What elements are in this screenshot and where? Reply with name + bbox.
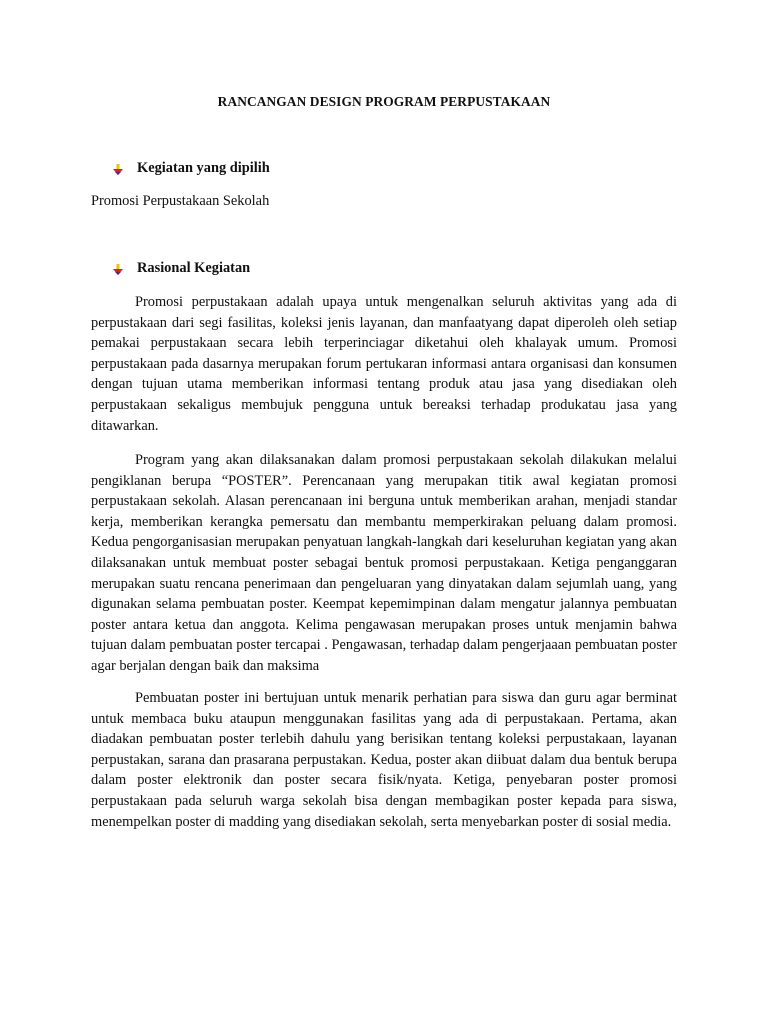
- section-text-kegiatan: Promosi Perpustakaan Sekolah: [91, 193, 270, 209]
- section-heading-label: Rasional Kegiatan: [137, 260, 251, 276]
- document-title: RANCANGAN DESIGN PROGRAM PERPUSTAKAAN: [217, 94, 551, 109]
- arrow-bullet-icon: [112, 164, 124, 176]
- arrow-bullet-icon: [112, 264, 124, 276]
- section-heading-kegiatan: [112, 160, 270, 177]
- body-paragraph: Promosi perpustakaan adalah upaya untuk mengenalkan seluruh aktivitas yang ada di perpustakaan dari segi fasilitas, koleksi jenis layanan, dan manfaatyang dapat diperoleh oleh setiap pemakai perpustakaan secara lebih terperinciagar diketahui oleh khalayak umum. Promosi perpustakaan pada dasarnya merupakan forum pertukaran informasi antara organisasi dan konsumen dengan tujuan utama memberikan informasi tentang produk atau jasa yang disediakan oleh perpustakaan sekaligus membujuk pengguna untuk bereaksi terhadap produkatau jasa yang ditawarkan.: [91, 294, 677, 434]
- body-paragraph: Pembuatan poster ini bertujuan untuk menarik perhatian para siswa dan guru agar berminat untuk membaca buku ataupun menggunakan fasilitas yang ada di perpustakaan. Pertama, akan diadakan pembuatan poster terlebih dahulu yang berisikan tentang koleksi perpustakaan, layanan perpustakan, sarana dan prasarana perpustakan. Kedua, poster akan diibuat dalam dua bentuk berupa dalam poster elektronik dan poster secara fisik/nyata. Ketiga, penyebaran poster promosi perpustakaan pada seluruh warga sekolah bisa dengan membagikan poster kepada para siswa, menempelkan poster di madding yang disediakan sekolah, serta menyebarkan poster di sosial media.: [91, 690, 677, 830]
- body-paragraph: Program yang akan dilaksanakan dalam promosi perpustakaan sekolah dilakukan melalui pengiklanan berupa “POSTER”. Perencanaan yang merupakan titik awal kegiatan promosi perpustakaan sekolah. Alasan perencanaan ini berguna untuk memberikan arahan, menjadi standar kerja, memberikan kerangka pemersatu dan membantu memperkirakan peluang dalam promosi. Kedua pengorganisasian merupakan penyatuan langkah-langkah dari keseluruhan kegiatan yang akan dilaksanakan untuk membuat poster sebagai bentuk promosi perpustakaan. Ketiga penganggaran merupakan suatu rencana penerimaan dan pengeluaran yang dinyatakan dalam sejumlah uang, yang digunakan selama pembuatan poster. Keempat kepemimpinan dalam mengatur jalannya pembuatan poster antara ketua dan anggota. Kelima pengawasan merupakan proses untuk menjamin bahwa tujuan dalam pembuatan poster tercapai . Pengawasan, terhadap dalam pengerjaaan pembuatan poster agar berjalan dengan baik dan maksima: [91, 452, 677, 674]
- section-heading-label: Kegiatan yang dipilih: [137, 160, 270, 176]
- section-heading-rasional: [112, 260, 250, 277]
